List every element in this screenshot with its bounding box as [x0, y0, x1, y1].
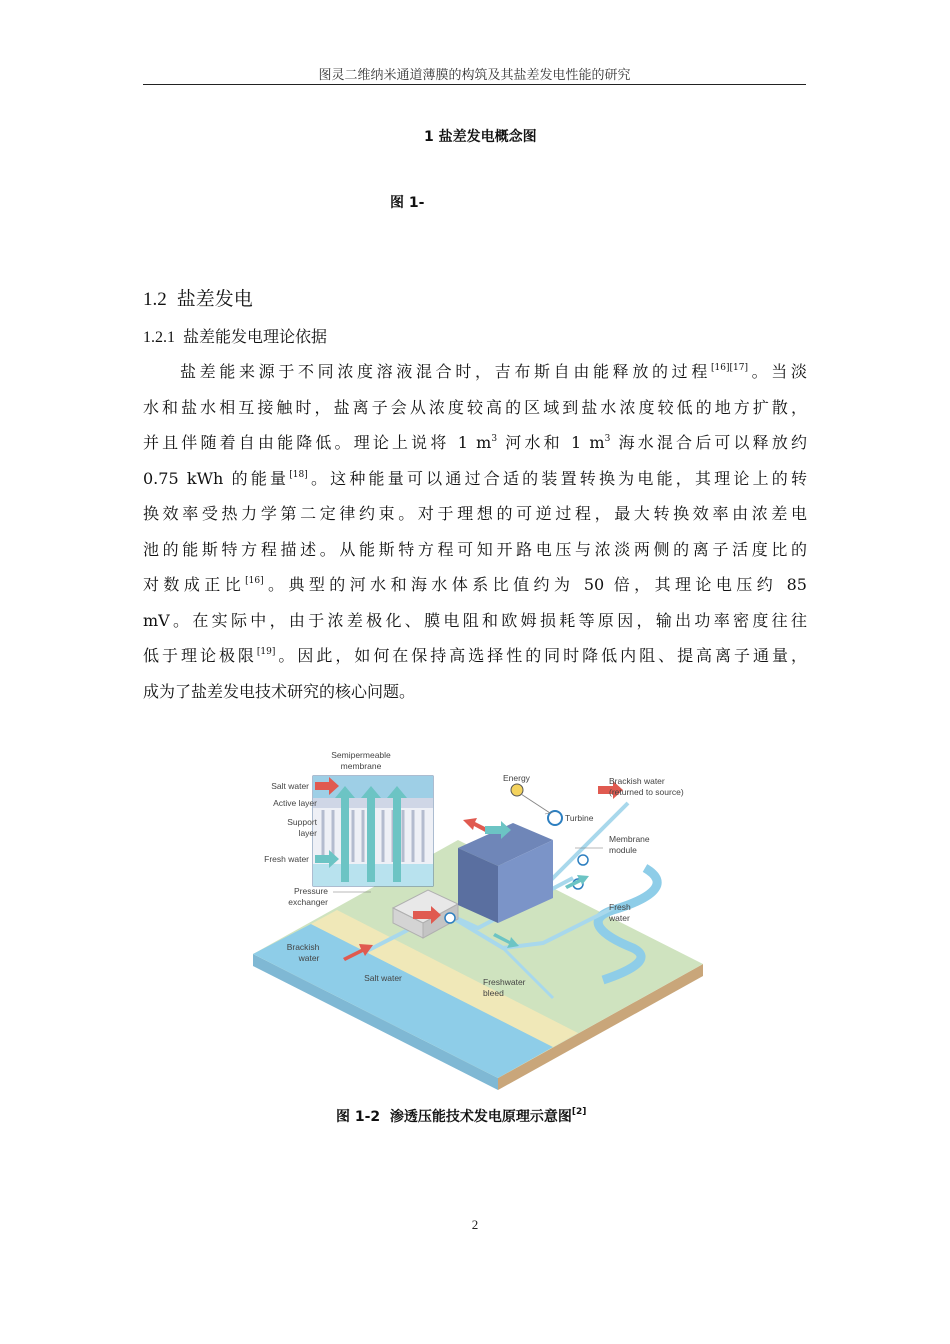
subsection-heading: [143, 324, 327, 347]
citation: [2]: [571, 1107, 587, 1117]
figure-1-1-label: 图 1-: [390, 195, 425, 211]
paragraph-line: 低于理论极限[19]。因此，如何在保持高选择性的同时降低内阻、提高离子通量，: [143, 646, 807, 665]
paragraph-line: 成为了盐差发电技术研究的核心问题。: [143, 681, 416, 701]
figure-1-2-caption: [336, 1106, 586, 1126]
label-turbine: Turbine: [565, 813, 594, 823]
label-exchanger: exchanger: [288, 897, 328, 907]
header-rule: [143, 84, 806, 85]
label-salt-water: Salt water: [364, 973, 402, 983]
label-semipermeable: Semipermeable: [331, 750, 391, 760]
label-fresh: Fresh: [609, 902, 631, 912]
citation: [16][17]: [711, 363, 748, 373]
paragraph-line: 并且伴随着自由能降低。理论上说将 1 $m^3$ 河水和 1 $m^3$ 海水混合后可以释放约: [143, 433, 807, 452]
citation: [16]: [245, 576, 264, 586]
label-layer: layer: [298, 828, 317, 838]
citation: [18]: [289, 469, 308, 480]
label-bleed: bleed: [483, 988, 504, 998]
label-brackish-out: Brackish water: [609, 776, 665, 786]
pro-schematic-svg: [253, 748, 703, 1090]
label-support: Support: [287, 817, 317, 827]
paragraph-line: 水和盐水相互接触时，盐离子会从浓度较高的区域到盐水浓度较低的地方扩散，: [143, 397, 807, 417]
figure-1-1-caption: 1 盐差发电概念图: [424, 129, 537, 145]
pump-icon: [578, 855, 588, 865]
subsection-number: 1.2.1: [143, 329, 175, 346]
label-water: water: [609, 913, 630, 923]
label-membrane: membrane: [340, 761, 382, 771]
label-pressure: Pressure: [293, 886, 328, 896]
pump-icon: [445, 913, 455, 923]
label-brackish-water: water: [298, 953, 320, 963]
inset-flow-arrows: [335, 786, 407, 882]
label-fresh-water-in: Fresh water: [264, 854, 309, 864]
citation: [19]: [256, 647, 276, 657]
figure-1-2-text: 渗透压能技术发电原理示意图: [389, 1109, 572, 1125]
paragraph-line: 对数成正比[16]。典型的河水和海水体系比值约为 50 倍，其理论电压约 85: [143, 575, 807, 594]
label-freshwater: Freshwater: [483, 977, 526, 987]
paragraph-line: 盐差能来源于不同浓度溶液混合时，吉布斯自由能释放的过程[16][17]。当淡: [180, 362, 807, 381]
running-header: 图灵二维纳米通道薄膜的构筑及其盐差发电性能的研究: [318, 68, 631, 83]
section-heading: [143, 284, 253, 311]
label-module: module: [609, 845, 637, 855]
page-number: 2: [471, 1217, 479, 1232]
paragraph-line: 池的能斯特方程描述。从能斯特方程可知开路电压与浓淡两侧的离子活度比的: [143, 539, 807, 559]
subsection-title: 盐差能发电理论依据: [183, 327, 328, 346]
figure-1-2-label: 图 1-2: [336, 1109, 381, 1125]
label-returned: (returned to source): [609, 787, 684, 797]
label-membrane-module: Membrane: [609, 834, 650, 844]
label-salt-water-in: Salt water: [271, 781, 309, 791]
paragraph-line: 0.75 kWh 的能量[18]。这种能量可以通过合适的装置转换为电能，其理论上的转: [143, 468, 807, 488]
energy-connector: [521, 794, 550, 813]
body-paragraph: [143, 354, 807, 709]
section-number: 1.2: [143, 289, 167, 310]
section-title: 盐差发电: [176, 288, 253, 310]
label-active-layer: Active layer: [273, 798, 317, 808]
paragraph-line: mV。在实际中，由于浓差极化、膜电阻和欧姆损耗等原因，输出功率密度往往: [143, 610, 807, 630]
label-brackish: Brackish: [286, 942, 320, 952]
paragraph-line: 换效率受热力学第二定律约束。对于理想的可逆过程，最大转换效率由浓差电: [143, 504, 807, 523]
turbine-icon: [548, 811, 562, 825]
pro-schematic-figure: [253, 748, 703, 1090]
label-energy: Energy: [503, 773, 530, 783]
